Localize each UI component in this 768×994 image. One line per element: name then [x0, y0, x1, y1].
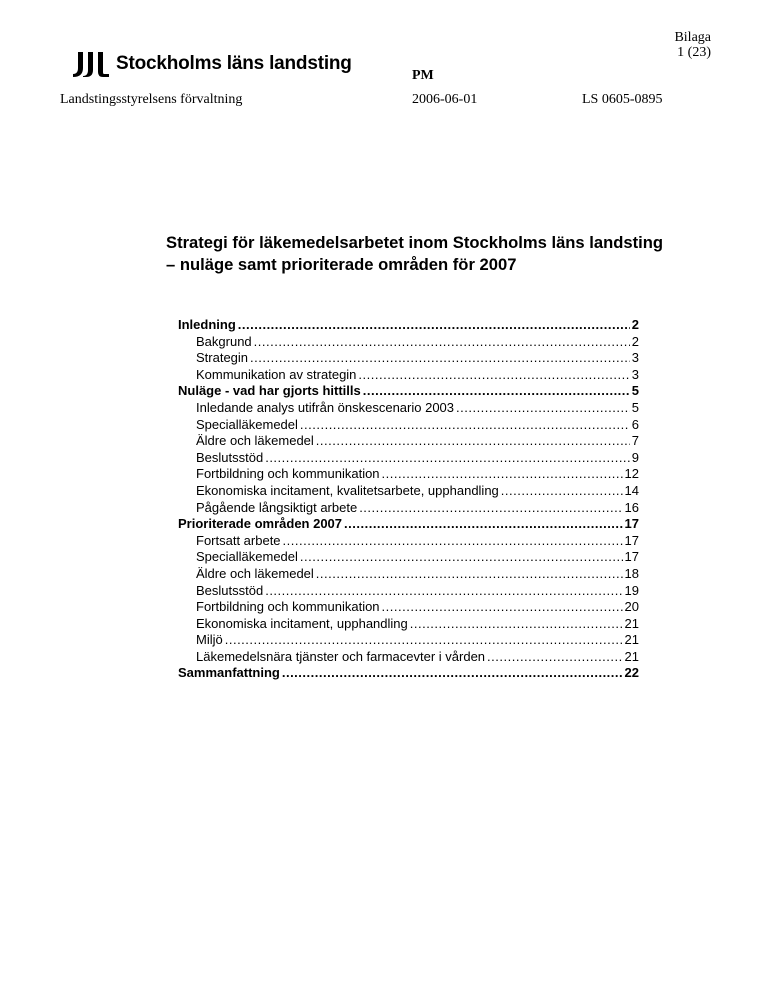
- toc-entry-title: Ekonomiska incitament, kvalitetsarbete, upphandling: [196, 482, 499, 498]
- department-name: Landstingsstyrelsens förvaltning: [60, 92, 243, 107]
- toc-subsection-entry[interactable]: [178, 450, 639, 467]
- toc-entry-title: Bakgrund: [196, 333, 252, 349]
- toc-subsection-entry[interactable]: [178, 433, 639, 450]
- toc-entry-title: Pågående långsiktigt arbete: [196, 499, 358, 515]
- toc-subsection-entry[interactable]: [178, 400, 639, 417]
- toc-entry-title: Specialläkemedel: [196, 416, 298, 432]
- toc-dot-leader: [300, 549, 623, 566]
- toc-entry-title: Beslutsstöd: [196, 582, 264, 598]
- toc-entry-title: Äldre och läkemedel: [196, 565, 314, 581]
- toc-entry-title: Fortbildning och kommunikation: [196, 466, 380, 482]
- toc-page-number: 16: [624, 499, 639, 515]
- toc-page-number: 22: [624, 665, 639, 681]
- toc-page-number: 9: [631, 449, 639, 465]
- toc-dot-leader: [250, 350, 630, 367]
- toc-section-entry[interactable]: [178, 665, 639, 682]
- toc-entry-title: Miljö: [196, 632, 223, 648]
- toc-entry-title: Prioriterade områden 2007: [178, 516, 343, 532]
- toc-page-number: 21: [624, 615, 639, 631]
- toc-dot-leader: [316, 566, 623, 583]
- toc-page-number: 2: [631, 333, 639, 349]
- toc-page-number: 21: [624, 632, 639, 648]
- toc-page-number: 7: [631, 433, 639, 449]
- reference-number: LS 0605-0895: [582, 92, 663, 107]
- toc-subsection-entry[interactable]: [178, 350, 639, 367]
- toc-entry-title: Strategin: [196, 350, 249, 366]
- toc-page-number: 17: [624, 516, 639, 532]
- toc-dot-leader: [382, 466, 623, 483]
- toc-page-number: 21: [624, 648, 639, 664]
- toc-subsection-entry[interactable]: [178, 466, 639, 483]
- toc-entry-title: Inledning: [178, 317, 236, 332]
- toc-entry-title: Läkemedelsnära tjänster och farmacevter i vården: [196, 648, 486, 664]
- toc-dot-leader: [225, 632, 623, 649]
- attachment-label: [674, 30, 711, 60]
- toc-page-number: 17: [624, 532, 639, 548]
- toc-dot-leader: [254, 334, 630, 351]
- toc-dot-leader: [283, 533, 623, 550]
- document-title: Strategi för läkemedelsarbetet inom Stockholms läns landsting – nuläge samt prioriterade områden för 2007: [166, 233, 664, 274]
- toc-page-number: 18: [624, 565, 639, 581]
- toc-entry-title: Fortsatt arbete: [196, 532, 281, 548]
- document-type: PM: [412, 68, 434, 83]
- toc-dot-leader: [358, 367, 629, 384]
- toc-dot-leader: [265, 583, 622, 600]
- toc-entry-title: Nuläge - vad har gjorts hittills: [178, 383, 361, 399]
- toc-page-number: 6: [631, 416, 639, 432]
- toc-page-number: 20: [624, 599, 639, 615]
- toc-dot-leader: [501, 483, 623, 500]
- toc-page-number: 3: [631, 350, 639, 366]
- toc-section-entry[interactable]: [178, 383, 639, 400]
- toc-entry-title: Specialläkemedel: [196, 549, 298, 565]
- toc-page-number: 2: [631, 317, 639, 332]
- toc-entry-title: Ekonomiska incitament, upphandling: [196, 615, 408, 631]
- toc-subsection-entry[interactable]: [178, 334, 639, 351]
- toc-dot-leader: [238, 317, 630, 334]
- toc-dot-leader: [382, 599, 623, 616]
- toc-entry-title: Äldre och läkemedel: [196, 433, 314, 449]
- attachment-page-count: 1 (23): [677, 45, 711, 60]
- toc-dot-leader: [456, 400, 630, 417]
- toc-entry-title: Kommunikation av strategin: [196, 366, 357, 382]
- toc-section-entry[interactable]: [178, 317, 639, 334]
- toc-subsection-entry[interactable]: [178, 483, 639, 500]
- toc-dot-leader: [344, 516, 623, 533]
- toc-subsection-entry[interactable]: [178, 649, 639, 666]
- toc-subsection-entry[interactable]: [178, 417, 639, 434]
- toc-dot-leader: [300, 417, 630, 434]
- toc-page-number: 17: [624, 549, 639, 565]
- toc-dot-leader: [282, 665, 623, 682]
- toc-dot-leader: [316, 433, 630, 450]
- toc-dot-leader: [487, 649, 622, 666]
- toc-subsection-entry[interactable]: [178, 632, 639, 649]
- toc-subsection-entry[interactable]: [178, 549, 639, 566]
- toc-page-number: 12: [624, 466, 639, 482]
- toc-entry-title: Beslutsstöd: [196, 449, 264, 465]
- toc-page-number: 5: [631, 383, 639, 399]
- toc-dot-leader: [265, 450, 630, 467]
- sll-logo-icon: [72, 50, 110, 78]
- toc-entry-title: Sammanfattning: [178, 665, 280, 681]
- toc-page-number: 19: [624, 582, 639, 598]
- toc-subsection-entry[interactable]: [178, 500, 639, 517]
- table-of-contents: [178, 317, 639, 682]
- toc-entry-title: Inledande analys utifrån önskescenario 2003: [196, 399, 455, 415]
- toc-subsection-entry[interactable]: [178, 566, 639, 583]
- toc-entry-title: Fortbildning och kommunikation: [196, 599, 380, 615]
- document-date: 2006-06-01: [412, 92, 478, 107]
- toc-subsection-entry[interactable]: [178, 599, 639, 616]
- logo-wordmark: Stockholms läns landsting: [116, 53, 352, 74]
- toc-subsection-entry[interactable]: [178, 533, 639, 550]
- sll-logo: [72, 50, 352, 78]
- toc-subsection-entry[interactable]: [178, 616, 639, 633]
- toc-subsection-entry[interactable]: [178, 583, 639, 600]
- toc-dot-leader: [359, 500, 622, 517]
- toc-dot-leader: [363, 383, 630, 400]
- toc-page-number: 5: [631, 399, 639, 415]
- toc-page-number: 14: [624, 482, 639, 498]
- toc-subsection-entry[interactable]: [178, 367, 639, 384]
- toc-page-number: 3: [631, 366, 639, 382]
- toc-section-entry[interactable]: [178, 516, 639, 533]
- attachment-title: Bilaga: [674, 30, 711, 45]
- toc-dot-leader: [410, 616, 623, 633]
